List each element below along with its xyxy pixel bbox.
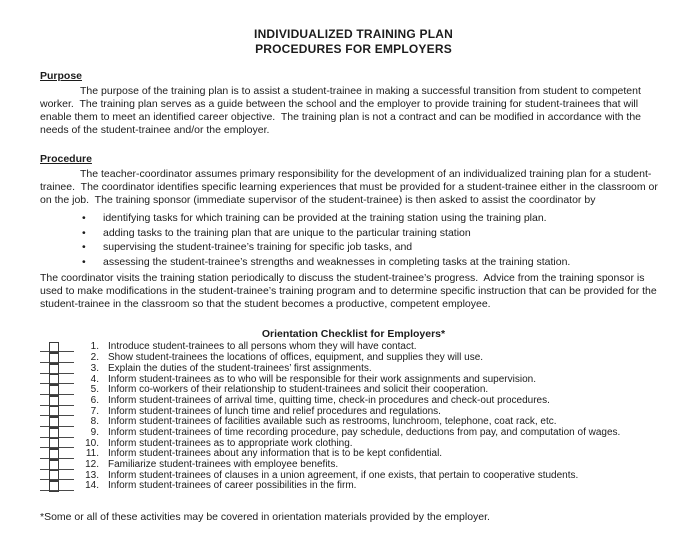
bullet-icon: • (82, 226, 86, 239)
checklist (40, 343, 667, 493)
bullet-text: adding tasks to the training plan that are unique to the particular training station (103, 226, 471, 239)
checkbox-icon (49, 470, 59, 481)
checkbox-icon (49, 406, 59, 417)
checklist-text: Introduce student-trainees to all persons whom they will have contact. (108, 341, 417, 353)
checklist-text: Show student-trainees the locations of offices, equipment, and supplies they will use. (108, 352, 484, 364)
checkbox-blank-line (40, 471, 74, 481)
bullet-icon: • (82, 255, 86, 268)
checklist-number: 7. (90, 405, 99, 417)
checklist-text: Inform student-trainees as to who will be responsible for their work assignments and supervision. (108, 373, 536, 385)
checkbox-icon (49, 417, 59, 428)
checkbox-icon (49, 449, 59, 460)
purpose-paragraph: The purpose of the training plan is to assist a student-trainee in making a successful transition from student to competent worker. The training plan serves as a guide between the school and the employer to provide training for student-trainees that will enable them to meet an identified career objective. The training plan is not a contract and can be modified in accordance with the needs of the student-trainee and/or the employer. (40, 85, 644, 136)
bullet-text: supervising the student-trainee’s training for specific job tasks, and (103, 241, 413, 253)
checkbox-icon (49, 364, 59, 375)
checkbox-icon (49, 460, 59, 471)
checkbox-blank-line (40, 386, 74, 396)
checkbox-icon (49, 342, 59, 353)
checklist-text: Inform student-trainees as to appropriate work clothing. (108, 437, 353, 449)
checkbox-icon (49, 396, 59, 407)
document-title-line1: INDIVIDUALIZED TRAINING PLAN (254, 27, 453, 41)
checklist-number: 11. (85, 448, 99, 460)
checkbox-blank-line (40, 343, 74, 353)
checklist-number: 4. (90, 373, 99, 385)
checklist-text: Inform student-trainees of career possibilities in the firm. (108, 480, 357, 492)
checkbox-icon (49, 428, 59, 439)
checklist-number: 3. (90, 362, 99, 374)
checklist-row (40, 364, 667, 375)
checklist-number: 5. (90, 384, 99, 396)
checkbox-icon (49, 374, 59, 385)
procedure-closing-paragraph: The coordinator visits the training station periodically to discuss the student-trainee’s progress. Advice from the training sponsor is used to make modifications in the student-trainee’s training program and to determine specific instruction that can be provided for the student-trainee in the classroom so that the student becomes a productive, competent employee. (40, 271, 660, 310)
checkbox-blank-line (40, 450, 74, 460)
checkbox-blank-line (40, 429, 74, 439)
bullet-item (40, 227, 667, 240)
checkbox-icon (49, 438, 59, 449)
checklist-text: Inform co-workers of their relationship to student-trainees and solicit their cooperation. (108, 384, 489, 396)
checklist-number: 6. (90, 394, 99, 406)
checkbox-blank-line (40, 482, 74, 492)
checklist-text: Inform student-trainees of facilities available such as restrooms, lunchroom, telephone, coat rack, etc. (108, 416, 557, 428)
checklist-text: Familiarize student-trainees with employee benefits. (108, 459, 339, 471)
checkbox-blank-line (40, 375, 74, 385)
checkbox-icon (49, 481, 59, 492)
procedure-intro-paragraph: The teacher-coordinator assumes primary responsibility for the development of an individualized training plan for a student-trainee. The coordinator identifies specific learning experiences that must be provided for a student-trainee either in the classroom or on the job. The training sponsor (immediate supervisor of the student-trainee) is then asked to assist the coordinator by (40, 168, 661, 206)
checklist-number: 2. (90, 352, 99, 364)
document-title-line2: PROCEDURES FOR EMPLOYERS (255, 41, 452, 56)
document-title (40, 27, 667, 56)
checklist-text: Inform student-trainees about any information that is to be kept confidential. (108, 448, 443, 460)
purpose-heading: Purpose (40, 70, 83, 82)
procedure-bullet-list (40, 212, 667, 269)
checklist-text: Inform student-trainees of clauses in a union agreement, if one exists, that pertain to cooperative students. (108, 469, 579, 481)
checklist-text: Inform student-trainees of lunch time and relief procedures and regulations. (108, 405, 441, 417)
checklist-number: 8. (90, 416, 99, 428)
checklist-heading: Orientation Checklist for Employers* (261, 327, 446, 340)
checklist-text: Inform student-trainees of time recording procedure, pay schedule, deductions from pay, and computation of wages. (108, 426, 621, 438)
bullet-item (40, 256, 667, 269)
checkbox-blank-line (40, 397, 74, 407)
checklist-number: 1. (90, 341, 99, 353)
bullet-icon: • (82, 241, 86, 253)
checklist-number: 13. (85, 469, 99, 481)
checklist-row (40, 481, 667, 492)
checkbox-icon (49, 353, 59, 364)
checklist-number: 12. (85, 459, 99, 471)
checkbox-blank-line (40, 407, 74, 417)
checklist-number: 10. (85, 437, 99, 449)
checklist-number: 14. (85, 480, 99, 492)
procedure-heading: Procedure (40, 153, 92, 165)
checkbox-icon (49, 385, 59, 396)
bullet-icon: • (82, 212, 86, 224)
checkbox-blank-line (40, 365, 74, 375)
checklist-text: Inform student-trainees of arrival time, quitting time, check-in procedures and check-out procedures. (108, 394, 550, 406)
checklist-text: Explain the duties of the student-trainees’ first assignments. (108, 362, 372, 374)
bullet-text: assessing the student-trainee’s strengths and weaknesses in completing tasks at the training station. (103, 255, 571, 268)
bullet-item (40, 241, 667, 254)
checkbox-blank-line (40, 354, 74, 364)
checklist-number: 9. (90, 426, 99, 438)
checkbox-blank-line (40, 461, 74, 471)
footnote: *Some or all of these activities may be covered in orientation materials provided by the employer. (40, 511, 490, 524)
checkbox-blank-line (40, 418, 74, 428)
bullet-item (40, 212, 667, 225)
bullet-text: identifying tasks for which training can be provided at the training station using the training plan. (103, 212, 547, 224)
checkbox-blank-line (40, 439, 74, 449)
